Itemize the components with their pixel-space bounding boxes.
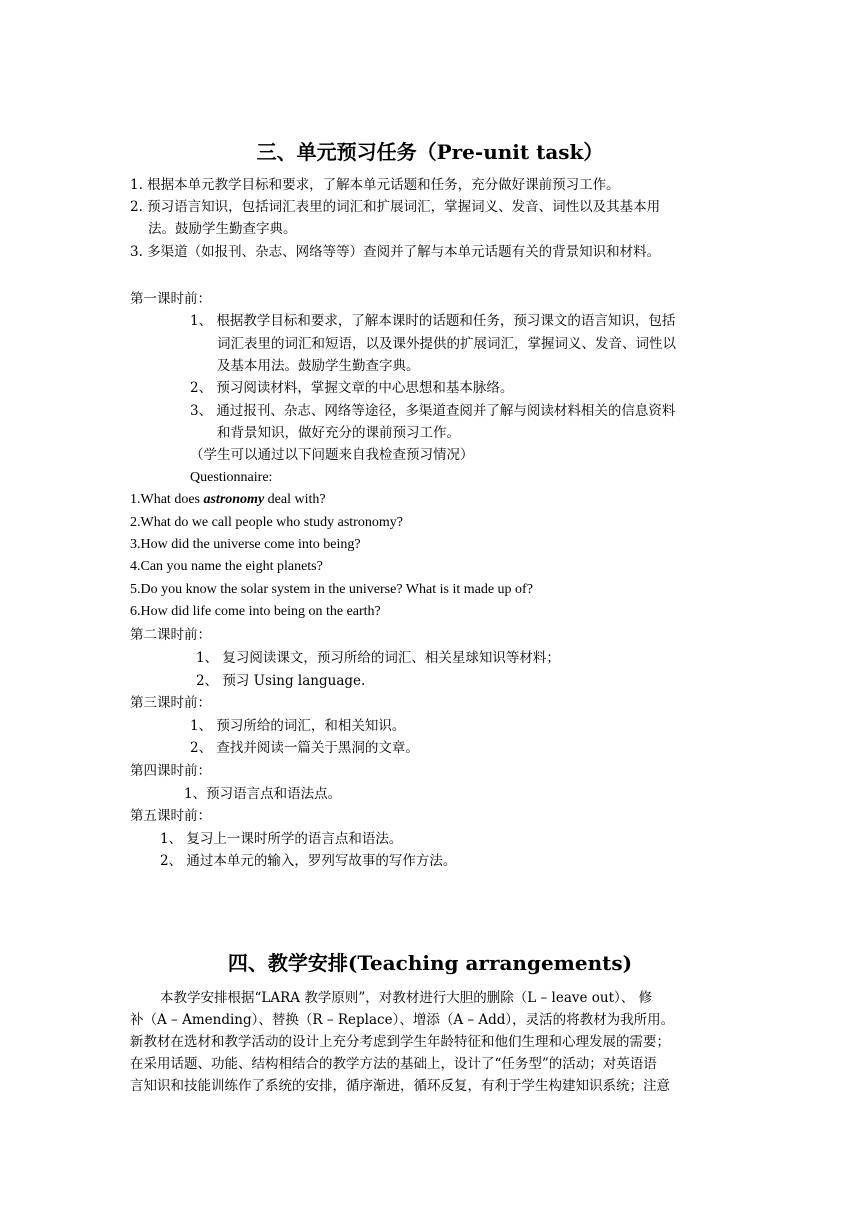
section-3-item-3: 3. 多渠道（如报刊、杂志、网络等等）查阅并了解与本单元话题有关的背景知识和材料。 [130,244,661,260]
lesson-2-item-2: 2、 预习 Using language. [196,673,366,689]
paragraph-line-3: 新教材在选材和教学活动的设计上充分考虑到学生年龄特征和他们生理和心理发展的需要； [130,1034,670,1050]
paragraph-line-1: 本教学安排根据“LARA 教学原则”，对教材进行大胆的删除（L – leave out）、 修 [160,990,653,1006]
question-4: 4.Can you name the eight planets? [130,559,323,574]
lesson-2-heading: 第二课时前： [130,627,211,643]
lesson-5-item-1: 1、 复习上一课时所学的语言点和语法。 [160,831,403,847]
lesson-2-item-1: 1、 复习阅读课文，预习所给的词汇、相关星球知识等材料； [196,650,560,666]
lesson-4-heading: 第四课时前： [130,763,211,779]
lesson-1-item-1-cont-1: 词汇表里的词汇和短语，以及课外提供的扩展词汇，掌握词义、发音、词性以 [217,336,676,352]
question-2: 2.What do we call people who study astronomy? [130,515,403,530]
section-4-paragraph [130,987,730,1097]
lesson-1-item-3-cont: 和背景知识，做好充分的课前预习工作。 [217,425,460,441]
lesson-1-item-3: 3、 通过报刊、杂志、网络等途径，多渠道查阅并了解与阅读材料相关的信息资料 [190,403,676,419]
paragraph-line-4: 在采用话题、功能、结构相结合的教学方法的基础上，设计了“任务型”的活动；对英语语 [130,1056,657,1072]
question-6: 6.How did life come into being on the earth? [130,604,381,619]
section-3-item-1: 1. 根据本单元教学目标和要求，了解本单元话题和任务，充分做好课前预习工作。 [130,177,620,193]
question-1: 1.What does astronomy deal with? [130,492,326,507]
section-3-item-2: 2. 预习语言知识，包括词汇表里的词汇和扩展词汇，掌握词义、发音、词性以及其基本用 [130,199,661,215]
paragraph-line-5: 言知识和技能训练作了系统的安排，循序渐进，循环反复，有利于学生构建知识系统；注意 [130,1078,670,1094]
question-1-emphasis: astronomy [203,492,265,507]
section-3-item-2-cont: 法。鼓励学生勤查字典。 [148,221,297,237]
section-3-title: 三、单元预习任务（Pre-unit task） [256,140,604,164]
lesson-1-heading: 第一课时前： [130,291,211,307]
self-check-note: （学生可以通过以下问题来自我检查预习情况） [190,447,474,463]
paragraph-line-2: 补（A – Amending）、替换（R – Replace）、增添（A – Add），灵活的将教材为我所用。 [130,1012,675,1028]
lesson-5-item-2: 2、 通过本单元的输入，罗列写故事的写作方法。 [160,853,457,869]
lesson-1-item-2: 2、 预习阅读材料，掌握文章的中心思想和基本脉络。 [190,380,514,396]
lesson-3-item-1: 1、 预习所给的词汇，和相关知识。 [190,718,406,734]
lesson-1-item-1-cont-2: 及基本用法。鼓励学生勤查字典。 [217,358,420,374]
lesson-1-item-1: 1、 根据教学目标和要求，了解本课时的话题和任务，预习课文的语言知识，包括 [190,313,676,329]
question-3: 3.How did the universe come into being? [130,537,361,552]
lesson-5-heading: 第五课时前： [130,808,211,824]
section-4-title: 四、教学安排(Teaching arrangements) [227,951,633,975]
lesson-3-item-2: 2、 查找并阅读一篇关于黑洞的文章。 [190,740,419,756]
question-5: 5.Do you know the solar system in the universe? What is it made up of? [130,582,533,597]
questionnaire-label: Questionnaire: [190,470,273,485]
lesson-3-heading: 第三课时前： [130,695,211,711]
lesson-4-item-1: 1、预习语言点和语法点。 [184,786,342,802]
